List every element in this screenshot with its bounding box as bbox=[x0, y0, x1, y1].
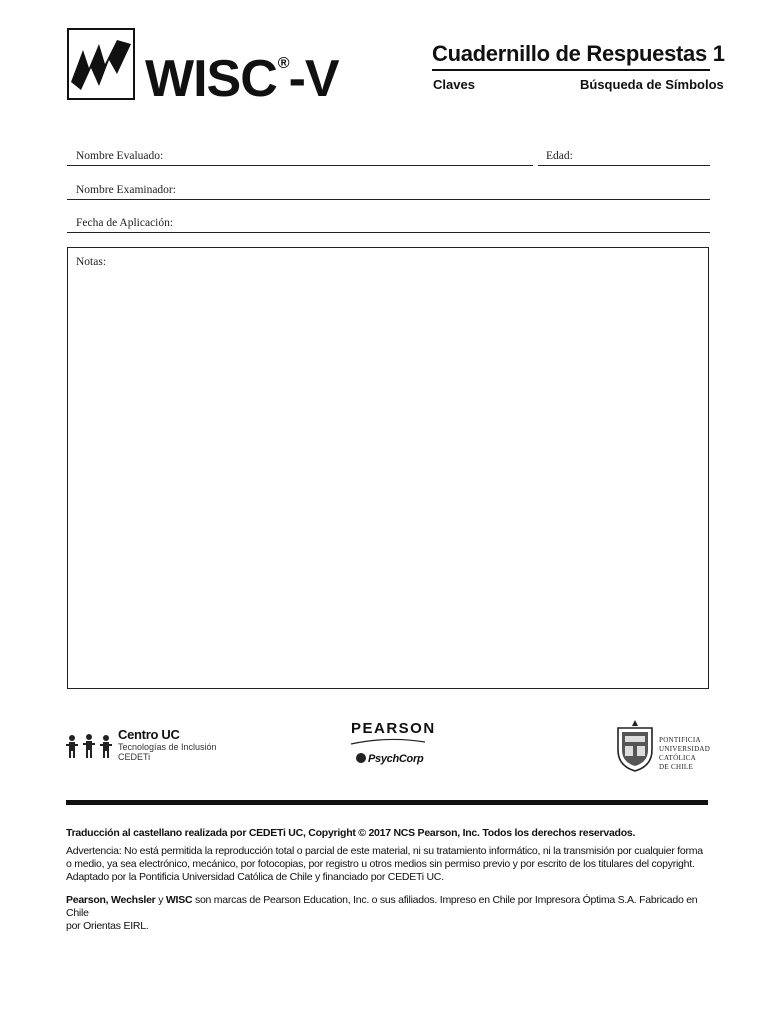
subtest-coding: Claves bbox=[433, 77, 475, 92]
trademark-notice: Pearson, Wechsler y WISC son marcas de Pearson Education, Inc. o sus afiliados. Impreso en Chile por Impresora Óptima S.A. Fabricado en Chile por Orientas EIRL. bbox=[66, 894, 698, 932]
centro-uc-title: Centro UC bbox=[118, 727, 180, 742]
psychcorp-dot-icon bbox=[356, 753, 366, 763]
psychcorp-logo: PsychCorp bbox=[356, 753, 423, 765]
centro-uc-cedeti: CEDETi bbox=[118, 752, 151, 762]
evaluee-name-label: Nombre Evaluado: bbox=[76, 150, 164, 162]
wisc-logo-mark bbox=[67, 28, 135, 100]
evaluee-name-field[interactable] bbox=[67, 165, 533, 166]
wisc-logo-text: WISC®-V bbox=[145, 50, 339, 108]
puc-name: PONTIFICIA UNIVERSIDAD CATÓLICA DE CHILE bbox=[659, 736, 711, 771]
application-date-label: Fecha de Aplicación: bbox=[76, 217, 174, 229]
warning-notice: Advertencia: No está permitida la reproducción total o parcial de este material, ni su tratamiento informático, ni la transmisión por cualquier forma o medio, ya sea electrónico, mecánico, por fotocopias, por registro u otros medios sin permiso previo y por escrito de los titulares del copyright. Adaptado por la Pontificia Universidad Católica de Chile y financiado por CEDETi UC. bbox=[66, 845, 703, 883]
footer-rule bbox=[66, 800, 708, 805]
pearson-logo: PEARSON bbox=[351, 720, 436, 737]
examiner-name-field[interactable] bbox=[67, 199, 710, 200]
title-rule bbox=[432, 69, 710, 71]
wisc-w-icon bbox=[69, 30, 133, 98]
examiner-name-label: Nombre Examinador: bbox=[76, 184, 176, 196]
notes-box[interactable] bbox=[67, 247, 709, 689]
puc-seal-icon bbox=[614, 718, 656, 772]
translation-notice: Traducción al castellano realizada por CEDETi UC, Copyright © 2017 NCS Pearson, Inc. Todos los derechos reservados. bbox=[66, 827, 636, 839]
application-date-field[interactable] bbox=[67, 232, 710, 233]
centro-uc-people-icon bbox=[65, 733, 113, 759]
age-label: Edad: bbox=[546, 150, 573, 162]
booklet-title: Cuadernillo de Respuestas 1 bbox=[432, 41, 725, 66]
pearson-swoosh-icon bbox=[350, 738, 426, 746]
centro-uc-subtitle: Tecnologías de Inclusión bbox=[118, 742, 217, 752]
subtest-symbol-search: Búsqueda de Símbolos bbox=[580, 77, 724, 92]
age-field[interactable] bbox=[538, 165, 710, 166]
notes-label: Notas: bbox=[76, 256, 107, 268]
